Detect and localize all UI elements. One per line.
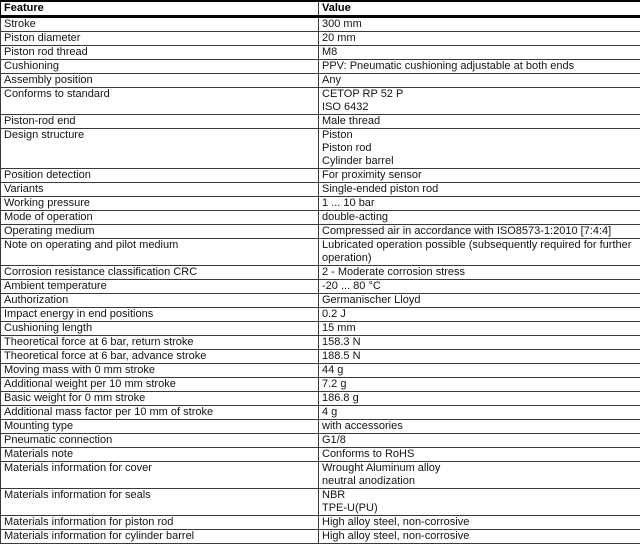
table-row [1,308,640,322]
value-line: PPV: Pneumatic cushioning adjustable at both ends [322,60,575,72]
value-line: double-acting [322,211,389,223]
value-cell [319,225,640,239]
value-cell [319,239,640,266]
table-row [1,239,640,266]
table-row [1,350,640,364]
value-cell [319,266,640,280]
table-row [1,115,640,129]
value-line: Cylinder barrel [322,155,394,167]
value-line: Wrought Aluminum alloy [322,462,441,474]
feature-cell: Materials information for cover [1,462,319,489]
table-row [1,129,640,169]
table-row [1,322,640,336]
value-line: CETOP RP 52 P [322,88,404,100]
table-row [1,280,640,294]
table-row [1,516,640,530]
value-cell [319,364,640,378]
value-cell [319,420,640,434]
table-row [1,462,640,489]
value-line: TPE-U(PU) [322,502,378,514]
feature-cell: Pneumatic connection [1,434,319,448]
feature-cell: Additional mass factor per 10 mm of stroke [1,406,319,420]
value-cell [319,280,640,294]
value-line: with accessories [322,420,403,432]
value-line: Piston rod [322,142,372,154]
value-line: 15 mm [322,322,356,334]
value-cell [319,378,640,392]
table-row [1,74,640,88]
table-row [1,336,640,350]
value-cell [319,74,640,88]
table-row [1,364,640,378]
value-cell [319,197,640,211]
feature-cell: Corrosion resistance classification CRC [1,266,319,280]
value-line: 44 g [322,364,344,376]
feature-cell: Authorization [1,294,319,308]
value-cell [319,115,640,129]
value-line: 188.5 N [322,350,361,362]
value-line: ISO 6432 [322,101,369,113]
feature-cell: Operating medium [1,225,319,239]
value-line: 7.2 g [322,378,347,390]
feature-cell: Impact energy in end positions [1,308,319,322]
value-line: 0.2 J [322,308,346,320]
table-row [1,60,640,74]
value-line: 300 mm [322,18,362,30]
value-cell [319,516,640,530]
table-row [1,392,640,406]
feature-cell: Working pressure [1,197,319,211]
table-row [1,88,640,115]
feature-cell: Materials information for piston rod [1,516,319,530]
value-column-header: Value [319,1,640,17]
value-cell [319,406,640,420]
value-cell [319,169,640,183]
value-line: Any [322,74,341,86]
feature-cell: Additional weight per 10 mm stroke [1,378,319,392]
feature-cell: Cushioning [1,60,319,74]
value-cell [319,88,640,115]
feature-cell: Note on operating and pilot medium [1,239,319,266]
value-cell [319,17,640,32]
feature-cell: Basic weight for 0 mm stroke [1,392,319,406]
value-line: 186.8 g [322,392,359,404]
table-row [1,294,640,308]
value-line: Conforms to RoHS [322,448,415,460]
feature-cell: Assembly position [1,74,319,88]
table-row [1,17,640,32]
value-cell [319,350,640,364]
feature-cell: Piston rod thread [1,46,319,60]
feature-cell: Theoretical force at 6 bar, advance stroke [1,350,319,364]
value-cell [319,462,640,489]
value-line: Single-ended piston rod [322,183,439,195]
value-cell [319,322,640,336]
table-row [1,32,640,46]
table-row [1,530,640,544]
value-cell [319,294,640,308]
table-row [1,448,640,462]
table-row [1,183,640,197]
table-row [1,489,640,516]
value-line: Male thread [322,115,381,127]
spec-table-header [1,1,640,17]
table-row [1,266,640,280]
value-line: -20 ... 80 °C [322,280,381,292]
value-line: 4 g [322,406,338,418]
value-line: Lubricated operation possible (subsequently required for further operation) [322,239,632,264]
feature-cell: Mode of operation [1,211,319,225]
table-row [1,225,640,239]
value-line: High alloy steel, non-corrosive [322,516,470,528]
feature-cell: Materials information for cylinder barrel [1,530,319,544]
feature-cell: Materials note [1,448,319,462]
table-row [1,406,640,420]
value-line: 20 mm [322,32,356,44]
header-row [1,1,640,17]
feature-cell: Cushioning length [1,322,319,336]
feature-cell: Piston-rod end [1,115,319,129]
value-cell [319,46,640,60]
feature-column-header: Feature [1,1,319,17]
value-line: Germanischer Lloyd [322,294,421,306]
table-row [1,169,640,183]
feature-cell: Stroke [1,17,319,32]
feature-cell: Materials information for seals [1,489,319,516]
table-row [1,46,640,60]
value-line: 2 - Moderate corrosion stress [322,266,466,278]
value-line: 1 ... 10 bar [322,197,375,209]
feature-cell: Theoretical force at 6 bar, return stroke [1,336,319,350]
value-line: Compressed air in accordance with ISO8573-1:2010 [7:4:4] [322,225,612,237]
value-line: neutral anodization [322,475,415,487]
table-row [1,197,640,211]
value-cell [319,60,640,74]
value-cell [319,129,640,169]
value-cell [319,434,640,448]
value-cell [319,308,640,322]
feature-cell: Moving mass with 0 mm stroke [1,364,319,378]
spec-table-body [1,17,640,544]
feature-cell: Mounting type [1,420,319,434]
value-line: G1/8 [322,434,346,446]
table-row [1,420,640,434]
value-cell [319,336,640,350]
value-cell [319,530,640,544]
feature-cell: Variants [1,183,319,197]
value-cell [319,211,640,225]
value-cell [319,489,640,516]
value-line: 158.3 N [322,336,361,348]
value-line: NBR [322,489,346,501]
table-row [1,211,640,225]
table-row [1,378,640,392]
value-line: High alloy steel, non-corrosive [322,530,470,542]
value-line: For proximity sensor [322,169,422,181]
value-line: Piston [322,129,353,141]
value-line: M8 [322,46,338,58]
value-cell [319,392,640,406]
feature-cell: Piston diameter [1,32,319,46]
value-cell [319,448,640,462]
value-cell [319,32,640,46]
value-cell [319,183,640,197]
feature-cell: Design structure [1,129,319,169]
feature-cell: Conforms to standard [1,88,319,115]
feature-cell: Position detection [1,169,319,183]
feature-cell: Ambient temperature [1,280,319,294]
table-row [1,434,640,448]
